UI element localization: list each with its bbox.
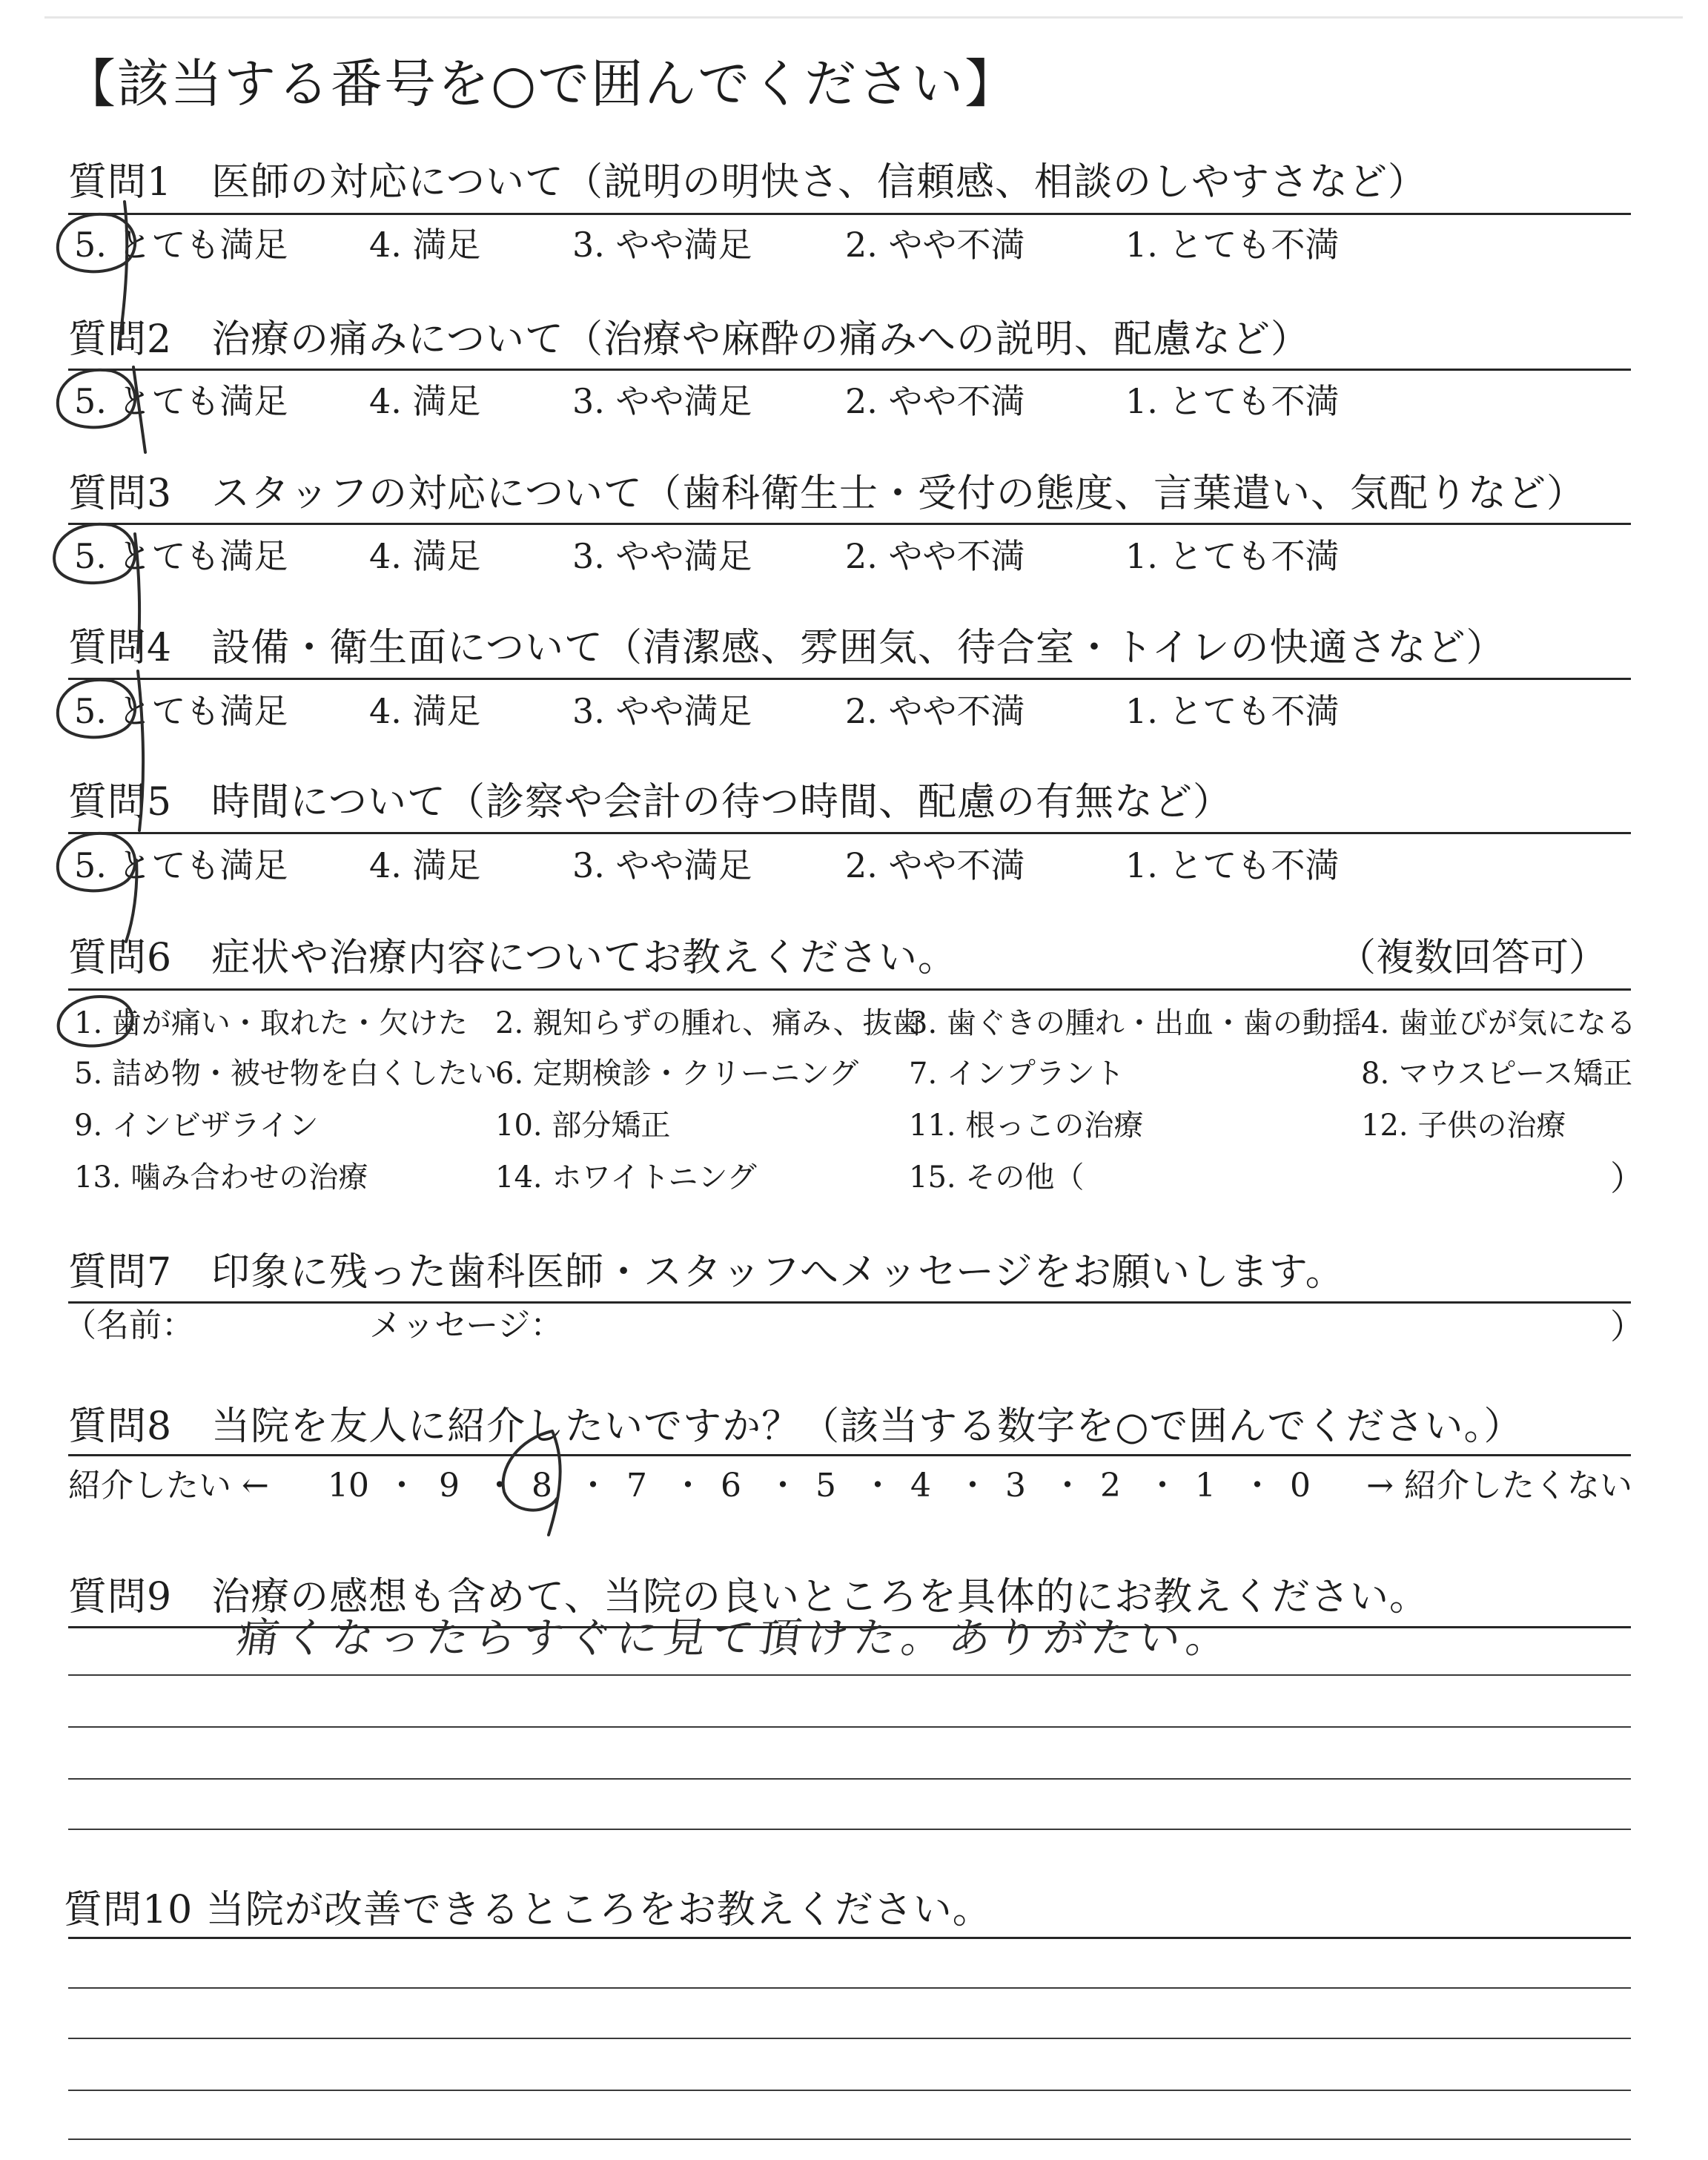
q6-title: 質問6 症状や治療内容についてお教えください。 xyxy=(68,936,958,980)
q6-option-9[interactable]: 9. インビザライン xyxy=(74,1109,319,1143)
q9-answer-line xyxy=(68,1726,1631,1728)
q3-option-5[interactable]: 5. とても満足 xyxy=(74,536,288,576)
q8-scale-3[interactable]: 3 xyxy=(1005,1467,1026,1505)
q7-name-label: （名前： xyxy=(64,1307,194,1344)
q6-option-2[interactable]: 2. 親知らずの腫れ、痛み、抜歯 xyxy=(495,1006,922,1040)
q3-option-2[interactable]: 2. やや不満 xyxy=(845,536,1025,576)
q8-scale-0[interactable]: 0 xyxy=(1290,1467,1311,1505)
top-edge-line xyxy=(44,16,1683,19)
q6-option-10[interactable]: 10. 部分矯正 xyxy=(495,1109,671,1143)
q10-answer-line xyxy=(68,1987,1631,1989)
q8-separator: ・ xyxy=(577,1467,609,1505)
q8-separator: ・ xyxy=(483,1467,516,1505)
q2-option-2[interactable]: 2. やや不満 xyxy=(845,381,1025,421)
q2-option-5[interactable]: 5. とても満足 xyxy=(74,381,288,421)
q8-separator: ・ xyxy=(767,1467,799,1505)
q8-rule xyxy=(68,1454,1631,1456)
q3-option-4[interactable]: 4. 満足 xyxy=(369,536,481,576)
q6-option-8[interactable]: 8. マウスピース矯正 xyxy=(1361,1057,1633,1091)
q8-scale-5[interactable]: 5 xyxy=(815,1467,836,1505)
q8-scale-2[interactable]: 2 xyxy=(1100,1467,1121,1505)
q8-scale-10[interactable]: 10 xyxy=(328,1467,369,1505)
q6-option-3[interactable]: 3. 歯ぐきの腫れ・出血・歯の動揺 xyxy=(909,1006,1362,1040)
q8-left-label: 紹介したい ← xyxy=(68,1467,269,1505)
q2-title: 質問2 治療の痛みについて（治療や麻酔の痛みへの説明、配慮など） xyxy=(68,317,1311,362)
q4-option-3[interactable]: 3. やや満足 xyxy=(572,691,752,731)
q5-option-1[interactable]: 1. とても不満 xyxy=(1125,845,1340,885)
q6-option-7[interactable]: 7. インプラント xyxy=(909,1057,1125,1091)
q4-option-2[interactable]: 2. やや不満 xyxy=(845,691,1025,731)
q4-option-5[interactable]: 5. とても満足 xyxy=(74,691,288,731)
form-header: 【該当する番号を○で囲んでください】 xyxy=(64,53,1019,114)
q10-answer-line xyxy=(68,2138,1631,2140)
q7-title: 質問7 印象に残った歯科医師・スタッフへメッセージをお願いします。 xyxy=(68,1250,1345,1295)
q8-scale-row xyxy=(68,1467,1632,1505)
q8-right-label: → 紹介したくない xyxy=(1366,1467,1632,1505)
q9-answer-line xyxy=(68,1778,1631,1780)
q8-separator: ・ xyxy=(1146,1467,1179,1505)
q6-option-4[interactable]: 4. 歯並びが気になる xyxy=(1361,1006,1636,1040)
q4-option-4[interactable]: 4. 満足 xyxy=(369,691,481,731)
q10-answer-line xyxy=(68,2038,1631,2039)
q7-message-label: メッセージ： xyxy=(369,1307,563,1344)
q2-option-4[interactable]: 4. 満足 xyxy=(369,381,481,421)
q10-answer-line xyxy=(68,2090,1631,2091)
q4-rule xyxy=(68,678,1631,680)
q9-answer-line xyxy=(68,1829,1631,1830)
q1-title: 質問1 医師の対応について（説明の明快さ、信頼感、相談のしやすさなど） xyxy=(68,160,1427,205)
q8-scale-1[interactable]: 1 xyxy=(1195,1467,1216,1505)
q2-rule xyxy=(68,369,1631,371)
q8-scale-9[interactable]: 9 xyxy=(439,1467,460,1505)
q8-scale-6[interactable]: 6 xyxy=(721,1467,741,1505)
q6-option-15[interactable]: 15. その他（ xyxy=(909,1160,1085,1195)
q6-other-close-paren: ） xyxy=(1610,1158,1644,1198)
q3-option-3[interactable]: 3. やや満足 xyxy=(572,536,752,576)
q9-handwritten-answer[interactable]: 痛くなったらすぐに見て頂けた。ありがたい。 xyxy=(234,1614,1237,1662)
q6-option-13[interactable]: 13. 噛み合わせの治療 xyxy=(74,1160,368,1195)
q6-option-5[interactable]: 5. 詰め物・被せ物を白くしたい xyxy=(74,1057,497,1091)
q1-option-2[interactable]: 2. やや不満 xyxy=(845,225,1025,265)
q8-separator: ・ xyxy=(1241,1467,1274,1505)
q1-rule xyxy=(68,213,1631,215)
q8-separator: ・ xyxy=(956,1467,989,1505)
q5-option-4[interactable]: 4. 満足 xyxy=(369,845,481,885)
q1-option-3[interactable]: 3. やや満足 xyxy=(572,225,752,265)
q6-option-14[interactable]: 14. ホワイトニング xyxy=(495,1160,757,1195)
q2-option-1[interactable]: 1. とても不満 xyxy=(1125,381,1340,421)
q4-option-1[interactable]: 1. とても不満 xyxy=(1125,691,1340,731)
q6-option-11[interactable]: 11. 根っこの治療 xyxy=(909,1109,1144,1143)
q5-rule xyxy=(68,832,1631,834)
q6-rule xyxy=(68,988,1631,991)
q1-option-4[interactable]: 4. 満足 xyxy=(369,225,481,265)
q8-separator: ・ xyxy=(672,1467,704,1505)
q8-scale-8[interactable]: 8 xyxy=(532,1467,552,1505)
q6-option-1[interactable]: 1. 歯が痛い・取れた・欠けた xyxy=(74,1006,468,1040)
q3-option-1[interactable]: 1. とても不満 xyxy=(1125,536,1340,576)
q3-title: 質問3 スタッフの対応について（歯科衛生士・受付の態度、言葉遣い、気配りなど） xyxy=(68,472,1586,516)
q9-answer-line xyxy=(68,1674,1631,1676)
q4-title: 質問4 設備・衛生面について（清潔感、雰囲気、待合室・トイレの快適さなど） xyxy=(68,626,1506,670)
q1-option-5[interactable]: 5. とても満足 xyxy=(74,225,288,265)
q6-multiple-note: （複数回答可） xyxy=(1337,936,1607,980)
q5-option-3[interactable]: 3. やや満足 xyxy=(572,845,752,885)
q3-rule xyxy=(68,523,1631,525)
q5-title: 質問5 時間について（診察や会計の待つ時間、配慮の有無など） xyxy=(68,780,1233,825)
q5-option-5[interactable]: 5. とても満足 xyxy=(74,845,288,885)
q8-separator: ・ xyxy=(1051,1467,1084,1505)
q7-rule xyxy=(68,1301,1631,1304)
q6-option-12[interactable]: 12. 子供の治療 xyxy=(1361,1109,1566,1143)
q5-option-2[interactable]: 2. やや不満 xyxy=(845,845,1025,885)
q9-title: 質問9 治療の感想も含めて、当院の良いところを具体的にお教えください。 xyxy=(68,1575,1429,1619)
q8-scale-7[interactable]: 7 xyxy=(626,1467,647,1505)
q6-option-6[interactable]: 6. 定期検診・クリーニング xyxy=(495,1057,859,1091)
q2-option-3[interactable]: 3. やや満足 xyxy=(572,381,752,421)
q8-scale-4[interactable]: 4 xyxy=(910,1467,931,1505)
q10-rule xyxy=(68,1937,1631,1939)
q7-close-paren: ） xyxy=(1610,1307,1644,1347)
q8-title: 質問8 当院を友人に紹介したいですか？（該当する数字を○で囲んでください。） xyxy=(68,1404,1523,1449)
q1-option-1[interactable]: 1. とても不満 xyxy=(1125,225,1340,265)
q8-separator: ・ xyxy=(385,1467,418,1505)
q10-title: 質問10 当院が改善できるところをお教えください。 xyxy=(64,1888,992,1932)
q8-separator: ・ xyxy=(861,1467,894,1505)
